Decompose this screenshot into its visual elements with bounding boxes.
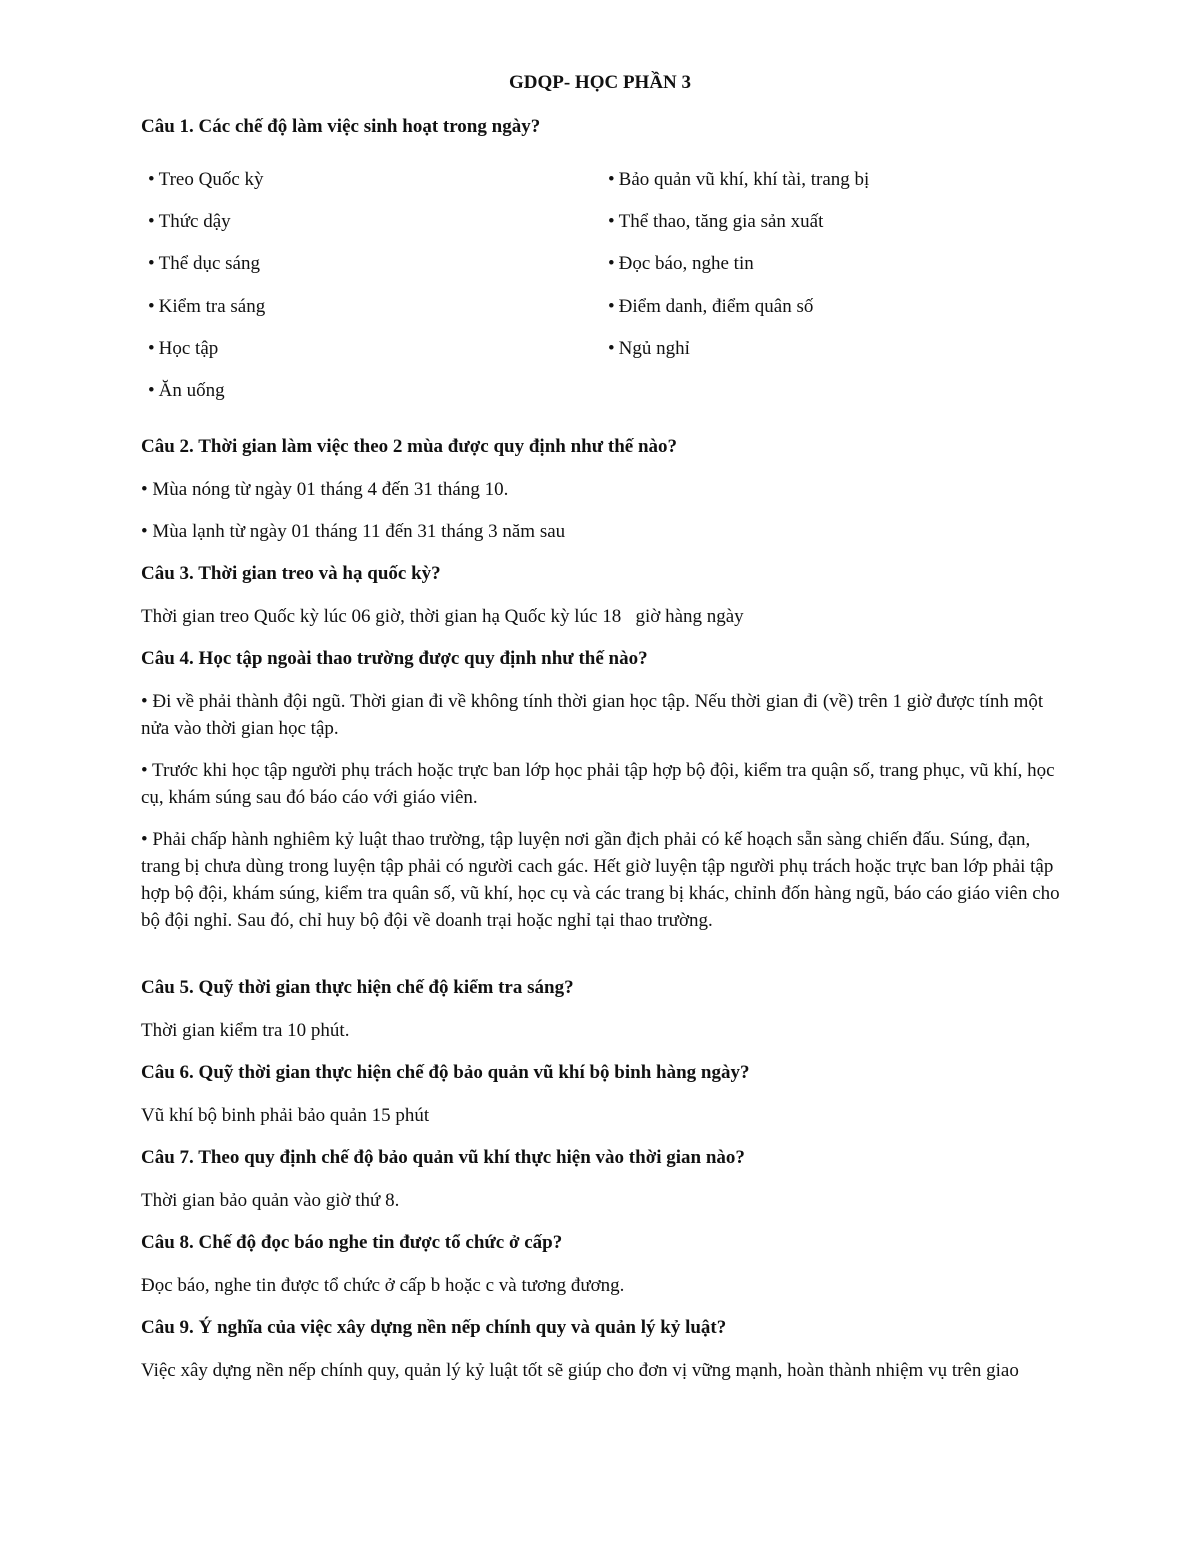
list-item: • Học tập — [148, 338, 219, 359]
question-4: Câu 4. Học tập ngoài thao trường được quy định như thế nào? — [141, 648, 648, 669]
list-item: • Điểm danh, điểm quân số — [608, 296, 814, 317]
answer-5: Thời gian kiểm tra 10 phút. — [141, 1020, 350, 1041]
question-8: Câu 8. Chế độ đọc báo nghe tin được tổ chức ở cấp? — [141, 1232, 563, 1253]
answer-2-item-2: • Mùa lạnh từ ngày 01 tháng 11 đến 31 tháng 3 năm sau — [141, 521, 566, 542]
list-item: • Treo Quốc kỳ — [148, 169, 264, 190]
answer-3: Thời gian treo Quốc kỳ lúc 06 giờ, thời gian hạ Quốc kỳ lúc 18 giờ hàng ngày — [141, 606, 744, 627]
answer-8: Đọc báo, nghe tin được tổ chức ở cấp b hoặc c và tương đương. — [141, 1275, 625, 1296]
question-3: Câu 3. Thời gian treo và hạ quốc kỳ? — [141, 563, 441, 584]
question-2: Câu 2. Thời gian làm việc theo 2 mùa được quy định như thế nào? — [141, 436, 678, 457]
list-item: • Kiểm tra sáng — [148, 296, 266, 317]
question-9: Câu 9. Ý nghĩa của việc xây dựng nền nếp chính quy và quản lý kỷ luật? — [141, 1317, 727, 1338]
answer-4-item-2: • Trước khi học tập người phụ trách hoặc trực ban lớp học phải tập hợp bộ đội, kiểm tra quận số, trang phục, vũ khí, học cụ, khám súng sau đó báo cáo với giáo viên. — [141, 760, 1055, 808]
document-title: GDQP- HỌC PHẦN 3 — [508, 72, 692, 93]
list-item: • Đọc báo, nghe tin — [608, 253, 754, 274]
list-item: • Bảo quản vũ khí, khí tài, trang bị — [608, 169, 870, 190]
list-item: • Thức dậy — [148, 211, 231, 232]
answer-7: Thời gian bảo quản vào giờ thứ 8. — [141, 1190, 400, 1211]
answer-6: Vũ khí bộ binh phải bảo quản 15 phút — [141, 1105, 430, 1126]
list-item: • Ngủ nghỉ — [608, 338, 690, 359]
question-7: Câu 7. Theo quy định chế độ bảo quản vũ khí thực hiện vào thời gian nào? — [141, 1147, 745, 1168]
answer-2-item-1: • Mùa nóng từ ngày 01 tháng 4 đến 31 tháng 10. — [141, 479, 509, 500]
question-5: Câu 5. Quỹ thời gian thực hiện chế độ kiểm tra sáng? — [141, 977, 574, 998]
question-1: Câu 1. Các chế độ làm việc sinh hoạt trong ngày? — [141, 116, 541, 137]
list-item: • Thể dục sáng — [148, 253, 260, 274]
answer-4-item-1: • Đi về phải thành đội ngũ. Thời gian đi về không tính thời gian học tập. Nếu thời gian đi (về) trên 1 giờ được tính một nửa vào thời gian học tập. — [141, 691, 1044, 739]
answer-4-item-3: • Phải chấp hành nghiêm kỷ luật thao trường, tập luyện nơi gần địch phải có kế hoạch sẵn sàng chiến đấu. Súng, đạn, trang bị chưa dùng trong luyện tập phải có người cach gác. Hết giờ luyện tập người phụ trách hoặc trực ban lớp phải tập hợp bộ đội, khám súng, kiểm tra quân số, vũ khí, học cụ và các trang bị khác, chỉnh đốn hàng ngũ, báo cáo giáo viên cho bộ đội nghỉ. Sau đó, chỉ huy bộ đội về doanh trại hoặc nghỉ tại thao trường. — [141, 829, 1060, 931]
question-6: Câu 6. Quỹ thời gian thực hiện chế độ bảo quản vũ khí bộ binh hàng ngày? — [141, 1062, 750, 1083]
answer-9: Việc xây dựng nền nếp chính quy, quản lý kỷ luật tốt sẽ giúp cho đơn vị vững mạnh, hoàn thành nhiệm vụ trên giao — [141, 1360, 1019, 1381]
list-item: • Thể thao, tăng gia sản xuất — [608, 211, 824, 232]
list-item: • Ăn uống — [148, 380, 225, 401]
